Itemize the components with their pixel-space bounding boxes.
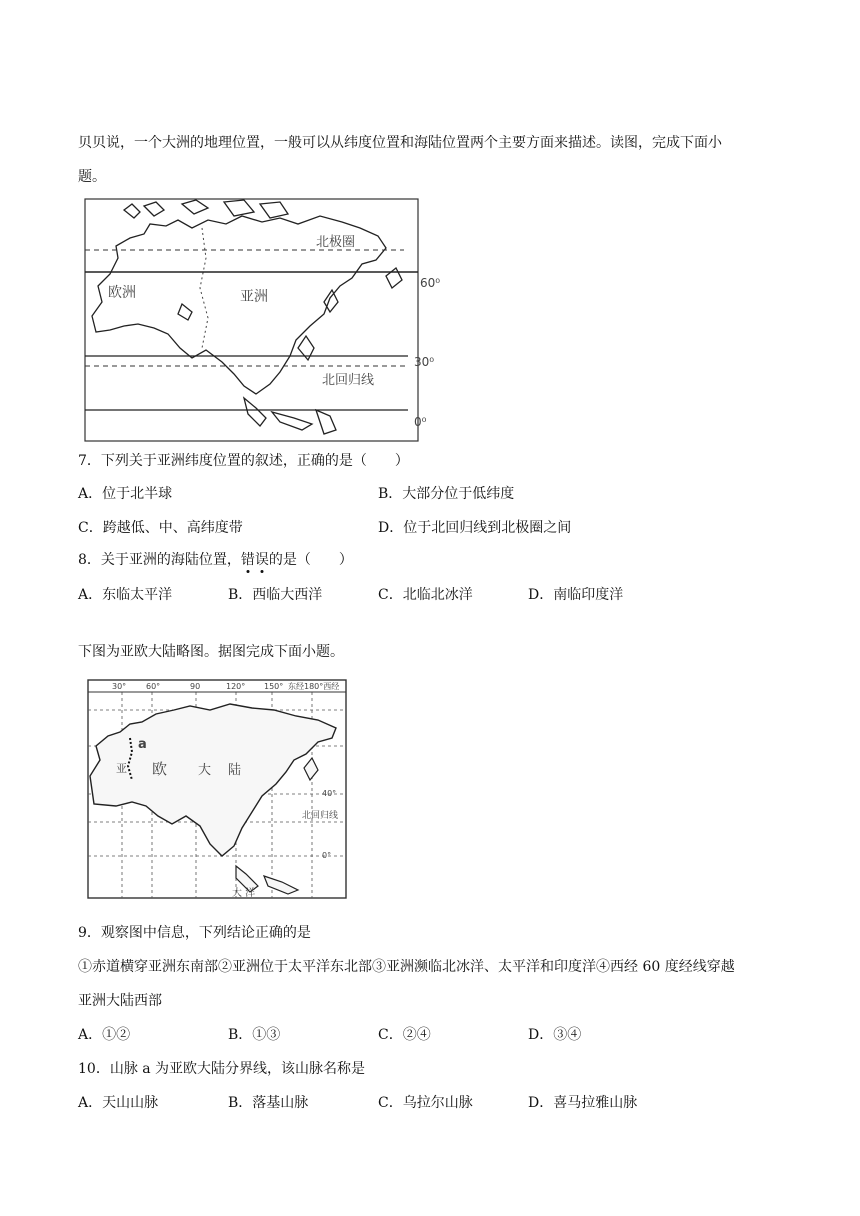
q9-stem: 9．观察图中信息，下列结论正确的是 [78, 925, 311, 941]
q9-option-d: D．③④ [528, 1027, 582, 1043]
q9-info-line-2: 亚洲大陆西部 [78, 993, 162, 1009]
q8-stem-emphasis-2: 误 [254, 552, 269, 568]
asia-latitude-map-svg [84, 198, 444, 442]
lon-90-label: 90 [190, 682, 201, 691]
da-label: 大 [198, 763, 212, 778]
lon-180-label: 东经180°西经 [288, 682, 340, 691]
lon-150-label: 150° [264, 682, 284, 691]
intro-paragraph-line-2: 题。 [78, 169, 106, 185]
q10-option-b: B．落基山脉 [228, 1095, 309, 1111]
q7-option-b: B．大部分位于低纬度 [378, 486, 515, 502]
ou-label: 欧 [152, 760, 168, 778]
intro-paragraph-line-1: 贝贝说，一个大洲的地理位置，一般可以从纬度位置和海陆位置两个主要方面来描述。读图，完成下面小 [78, 135, 722, 151]
q10-option-d: D．喜马拉雅山脉 [528, 1095, 638, 1111]
q8-stem-pre: 8．关于亚洲的海陆位置， [78, 552, 241, 568]
ya-label: 亚 [116, 762, 127, 775]
europe-asia-boundary [200, 228, 208, 348]
eurasia-sketch-map-svg [86, 676, 354, 904]
q8-option-b: B．西临大西洋 [228, 587, 323, 603]
intro-2-paragraph: 下图为亚欧大陆略图。据图完成下面小题。 [78, 644, 344, 660]
lat-60-label: 60⁰ [420, 276, 441, 290]
asia-label: 亚洲 [240, 289, 268, 305]
europe-label: 欧洲 [108, 285, 136, 301]
q8-option-a: A．东临太平洋 [78, 587, 173, 603]
map2-island-2 [264, 876, 298, 894]
map2-island-3 [304, 758, 318, 780]
q8-stem-post: 的是（ ） [268, 552, 353, 568]
map2-landmass [90, 704, 339, 856]
q8-option-c: C．北临北冰洋 [378, 587, 473, 603]
q8-option-d: D．南临印度洋 [528, 587, 624, 603]
coastline [92, 200, 402, 434]
ocean-label: 大 洋 [232, 888, 256, 899]
q7-option-c: C．跨越低、中、高纬度带 [78, 520, 243, 536]
q9-option-b: B．①③ [228, 1027, 281, 1043]
tropic-of-cancer-label: 北回归线 [322, 373, 375, 388]
q10-stem: 10．山脉 a 为亚欧大陆分界线，该山脉名称是 [78, 1061, 366, 1077]
eurasia-sketch-map [86, 676, 354, 904]
lat-40-label: 40° [322, 789, 337, 798]
tropic-label: 北回归线 [302, 811, 339, 821]
lon-120-label: 120° [226, 682, 246, 691]
lat-30-label: 30⁰ [414, 355, 435, 369]
lat-0-label: 0⁰ [414, 415, 427, 429]
q8-stem [78, 550, 353, 570]
lon-60-label: 60° [146, 682, 161, 691]
q9-option-c: C．②④ [378, 1027, 431, 1043]
lat-0-label-2: 0° [322, 851, 332, 860]
mountain-a-label: a [138, 737, 147, 752]
q7-option-d: D．位于北回归线到北极圈之间 [378, 520, 572, 536]
q9-info-line-1: ①赤道横穿亚洲东南部②亚洲位于太平洋东北部③亚洲濒临北冰洋、太平洋和印度洋④西经 60 度经线穿越 [78, 959, 735, 975]
q10-option-c: C．乌拉尔山脉 [378, 1095, 473, 1111]
q7-stem: 7．下列关于亚洲纬度位置的叙述，正确的是（ ） [78, 453, 409, 469]
lon-30-label: 30° [112, 682, 127, 691]
lu-label: 陆 [228, 763, 242, 778]
q7-option-a: A．位于北半球 [78, 486, 173, 502]
q10-option-a: A．天山山脉 [78, 1095, 159, 1111]
q9-option-a: A．①② [78, 1027, 131, 1043]
asia-latitude-map [84, 198, 444, 442]
arctic-circle-label: 北极圈 [316, 235, 356, 250]
q8-stem-emphasis-1: 错 [240, 552, 255, 568]
